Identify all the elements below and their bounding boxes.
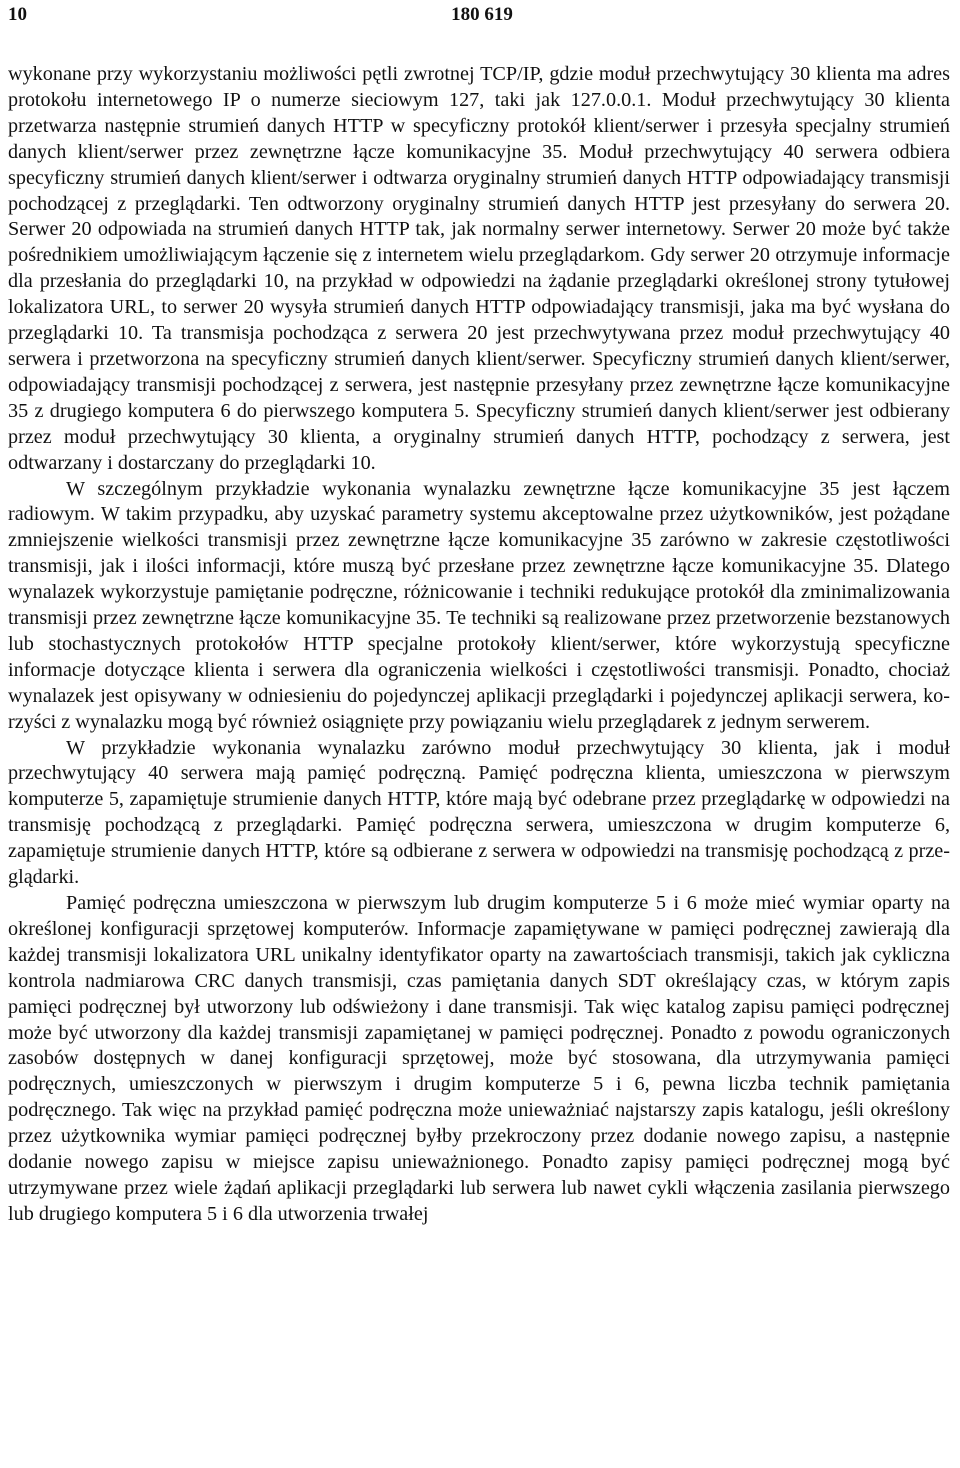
page-number: 10 (8, 4, 27, 25)
page-header (8, 0, 956, 40)
body-text (8, 62, 950, 1228)
paragraph-4: Pamięć podręczna umieszczona w pierwszym lub drugim komputerze 5 i 6 może mieć wymiar oparty na określonej konfiguracji sprzętowej komputerów. Informacje zapamiętywane w pamięci podręcznej zawierają dla każdej transmisji lokalizatora URL unikalny identyfikator oparty na zawartościach transmisji, takich jak cykliczna kontrola nadmiarowa CRC danych transmisji, czas pamiętania danych SDT określający czas, w którym zapis pamięci podręcznej był utworzony lub odświeżony i dane transmisji. Tak więc katalog zapisu pamięci podręcznej może być utworzony dla każdej transmisji zapamiętanej w pamięci podręcznej. Ponadto z powodu ograniczonych zasobów dostępnych w danej konfiguracji sprzętowej, może być stosowana, dla utrzymywania pamięci podręcznych, umieszczonych w pierwszym i drugim komputerze 5 i 6, pewna liczba technik pamiętania podręcznego. Tak więc na przykład pamięć podręczna może unieważniać najstarszy zapis katalogu, jeśli określony przez użytkownika wymiar pamięci podręcznej byłby przekroczony przez dodanie nowego zapisu, a następnie dodanie nowego zapisu w miejsce zapisu unieważnionego. Ponadto zapisy pamięci podręcznej mogą być utrzymywane przez wiele żądań aplikacji przeglądarki lub serwera lub nawet cykli włączenia zasilania pierwszego lub drugiego komputera 5 i 6 dla utworzenia trwałej (8, 892, 950, 1225)
paragraph-2: W szczególnym przykładzie wykonania wynalazku zewnętrzne łącze komunikacyjne 35 jest łączem radiowym. W takim przypadku, aby uzyskać parametry systemu akceptowalne przez użytkowników, jest pożądane zmniejszenie wielkości transmisji przez zewnętrzne łącze komunikacyjne 35 zarówno w zakresie częstotliwości transmisji, jak i ilości informacji, które muszą być przesłane przez zewnętrzne łącze komunikacyjne 35. Dlatego wynalazek wykorzystuje pamiętanie podręczne, różnicowanie i techniki redukujące protokół dla zminimalizowania transmisji przez zewnętrzne łącze komunikacyjne 35. Te techniki są realizowane przez przetworzenie bezstanowych lub stochastycznych protokołów HTTP specjalne protokoły klient/serwer, które wykorzystują specyficzne informacje dotyczące klienta i serwera dla ograniczenia wielkości i częstotliwości transmisji. Ponadto, chociaż wynalazek jest opisywany w odniesieniu do pojedynczej aplikacji przeglądarki i pojedynczej aplikacji serwera, korzyści z wynalazku mogą być również osiągnięte przy powiązaniu wielu przeglądarek z jednym serwerem. (8, 477, 950, 733)
patent-number: 180 619 (451, 4, 513, 25)
paragraph-1: wykonane przy wykorzystaniu możliwości pętli zwrotnej TCP/IP, gdzie moduł przechwytujący 30 klienta ma adres protokołu internetowego IP o numerze sieciowym 127, taki jak 127.0.0.1. Moduł przechwytujący 30 klienta przetwarza następnie strumień danych HTTP w specyficzny protokół klient/serwer i przesyła specjalny strumień danych klient/serwer przez zewnętrzne łącze komunikacyjne 35. Moduł przechwytujący 40 serwera odbiera specyficzny strumień danych klient/serwer i odtwarza oryginalny strumień danych HTTP odpowiadający transmisji pochodzącej z przeglądarki. Ten odtworzony oryginalny strumień danych HTTP jest przesyłany do serwera 20. Serwer 20 odpowiada na strumień danych HTTP tak, jak normalny serwer internetowy. Serwer 20 może być także pośrednikiem umożliwiającym łączenie się z internetem wielu przeglądarkom. Gdy serwer 20 otrzymuje informacje dla przesłania do przeglądarki 10, na przykład w odpowiedzi na żądanie przeglądarki określonej strony tytułowej lokalizatora URL, to serwer 20 wysyła strumień danych HTTP odpowiadający transmisji, jaka ma być wysłana do przeglądarki 10. Ta transmisja pochodząca z serwera 20 jest przechwytywana przez moduł przechwytujący 40 serwera i przetworzona na specyficzny strumień danych klient/serwer. Specyficzny strumień danych klient/serwer, odpowiadający transmisji pochodzącej z serwera, jest następnie przesyłany przez zewnętrzne łącze komunikacyjne 35 z drugiego komputera 6 do pierwszego komputera 5. Specyficzny strumień danych klient/serwer jest odbierany przez moduł przechwytujący 30 klienta, a oryginalny strumień danych HTTP, pochodzący z serwera, jest odtwarzany i dostarczany do przeglądarki 10. (8, 63, 950, 474)
paragraph-3: W przykładzie wykonania wynalazku zarówno moduł przechwytujący 30 klienta, jak i moduł przechwytujący 40 serwera mają pamięć podręczną. Pamięć podręczna klienta, umieszczona w pierwszym komputerze 5, zapamiętuje strumienie danych HTTP, które mają być odebrane przez przeglądarkę w odpowiedzi na transmisję pochodzącą z przeglądarki. Pamięć podręczna serwera, umieszczona w drugim komputerze 6, zapamiętuje strumienie danych HTTP, które są odbierane z serwera w odpowiedzi na transmisję pochodzącą z przeglądarki. (8, 736, 950, 889)
